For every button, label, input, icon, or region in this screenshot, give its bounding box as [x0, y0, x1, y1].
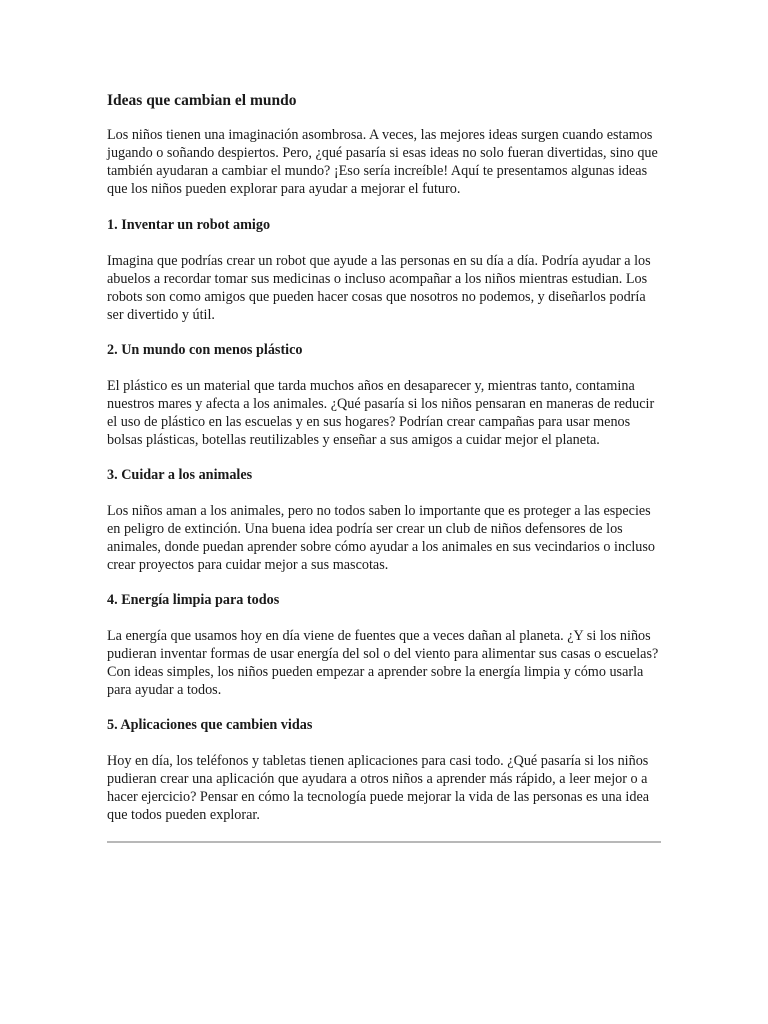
section-heading: 5. Aplicaciones que cambien vidas	[107, 717, 313, 733]
section-4	[107, 591, 663, 699]
section-5	[107, 716, 663, 824]
section-heading: 4. Energía limpia para todos	[107, 592, 280, 608]
intro-paragraph: Los niños tienen una imaginación asombrosa. A veces, las mejores ideas surgen cuando estamos jugando o soñando despiertos. Pero, ¿qué pasaría si esas ideas no solo fueran divertidas, sino que también ayudaran a cambiar el mundo? ¡Eso sería increíble! Aquí te presentamos algunas ideas que los niños pueden explorar para ayudar a mejorar el futuro.	[107, 127, 658, 197]
section-1	[107, 216, 663, 324]
section-3	[107, 466, 663, 574]
section-body: Hoy en día, los teléfonos y tabletas tienen aplicaciones para casi todo. ¿Qué pasaría si los niños pudieran crear una aplicación que ayudara a otros niños a aprender más rápido, a leer mejor o a hacer ejercicio? Pensar en cómo la tecnología puede mejorar la vida de las personas es una idea que todos pueden explorar.	[107, 753, 650, 823]
document-page	[107, 90, 663, 843]
section-body: El plástico es un material que tarda muchos años en desaparecer y, mientras tanto, contamina nuestros mares y afecta a los animales. ¿Qué pasaría si los niños pensaran en maneras de reducir el uso de plástico en las escuelas y en sus hogares? Podrían crear campañas para usar menos bolsas plásticas, botellas reutilizables y enseñar a sus amigos a cuidar mejor el planeta.	[107, 378, 655, 448]
document-title: Ideas que cambian el mundo	[107, 92, 297, 109]
section-body: Los niños aman a los animales, pero no todos saben lo importante que es proteger a las especies en peligro de extinción. Una buena idea podría ser crear un club de niños defensores de los animales, donde puedan aprender sobre cómo ayudar a los animales en sus vecindarios o incluso crear proyectos para cuidar mejor a sus mascotas.	[107, 503, 656, 573]
section-body: Imagina que podrías crear un robot que ayude a las personas en su día a día. Podría ayudar a los abuelos a recordar tomar sus medicinas o incluso acompañar a los niños mientras estudian. Los robots son como amigos que pueden hacer cosas que nosotros no podemos, y diseñarlos podría ser divertido y útil.	[107, 253, 651, 323]
section-heading: 3. Cuidar a los animales	[107, 467, 253, 483]
section-heading: 1. Inventar un robot amigo	[107, 217, 271, 233]
section-body: La energía que usamos hoy en día viene de fuentes que a veces dañan al planeta. ¿Y si los niños pudieran inventar formas de usar energía del sol o del viento para alimentar sus casas o escuelas? Con ideas simples, los niños pueden empezar a aprender sobre la energía limpia y cómo usarla para ayudar a todos.	[107, 628, 659, 698]
divider	[107, 841, 661, 843]
section-2	[107, 341, 663, 449]
section-heading: 2. Un mundo con menos plástico	[107, 342, 303, 358]
